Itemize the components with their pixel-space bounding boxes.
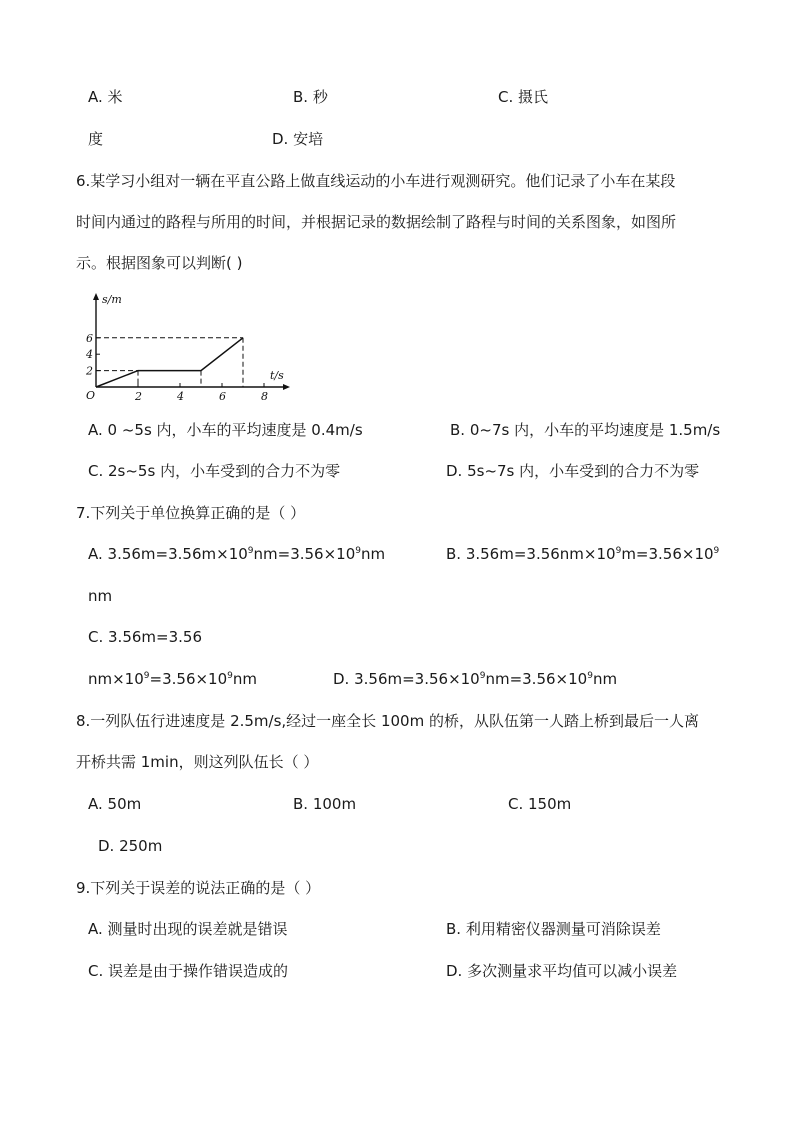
q9-stem: 9.下列关于误差的说法正确的是（ ） [76, 879, 321, 897]
q7-option-a [88, 544, 385, 564]
q6-stem-line-2: 时间内通过的路程与所用的时间，并根据记录的数据绘制了路程与时间的关系图象，如图所 [76, 213, 677, 231]
q6-option-c: C. 2s~5s 内，小车受到的合力不为零 [88, 462, 341, 480]
q7-option-c-line2 [88, 669, 257, 689]
q7-a-exp1: 9 [247, 546, 254, 556]
q6-stem-line-3: 示。根据图象可以判断( ) [76, 254, 243, 272]
q5-option-d: D. 安培 [272, 130, 324, 148]
origin-label: O [86, 389, 96, 402]
q6-option-a: A. 0 ~5s 内，小车的平均速度是 0.4m/s [88, 421, 363, 439]
series-line [96, 338, 243, 387]
q7-b-part1: B. 3.56m=3.56nm×10 [446, 545, 616, 563]
q9-option-b: B. 利用精密仪器测量可消除误差 [446, 920, 661, 938]
q6-stem-line-1: 6.某学习小组对一辆在平直公路上做直线运动的小车进行观测研究。他们记录了小车在某段 [76, 172, 676, 190]
q8-option-d: D. 250m [98, 837, 163, 855]
q7-b-exp2: 9 [713, 546, 720, 556]
q7-b-exp1: 9 [615, 546, 622, 556]
y-tick-label-2: 2 [86, 364, 93, 378]
q5-option-a: A. 米 [88, 88, 123, 106]
x-axis-label: t/s [270, 369, 284, 382]
x-tick-label-8: 8 [261, 390, 268, 403]
x-tick-label-2: 2 [135, 390, 142, 403]
q6-option-b: B. 0~7s 内，小车的平均速度是 1.5m/s [450, 421, 721, 439]
x-axis-arrow [283, 384, 290, 390]
q7-d-part3: nm [592, 670, 618, 688]
y-tick-label-6: 6 [86, 331, 93, 345]
q9-option-c: C. 误差是由于操作错误造成的 [88, 962, 289, 980]
q7-a-part2: nm=3.56×10 [253, 545, 356, 563]
q8-stem-line-1: 8.一列队伍行进速度是 2.5m/s,经过一座全长 100m 的桥，从队伍第一人踏上桥到最后一人离 [76, 712, 699, 730]
graph-axes [93, 293, 290, 390]
q7-d-exp2: 9 [587, 671, 593, 681]
q5-option-c-wrap: 度 [88, 130, 104, 148]
x-tick-label-6: 6 [219, 390, 226, 403]
q7-c-exp2: 9 [227, 671, 233, 681]
q7-a-part1: A. 3.56m=3.56m×10 [88, 545, 248, 563]
q7-b-part2: m=3.56×10 [621, 545, 714, 563]
y-axis-label: s/m [102, 293, 122, 306]
graph-guides [96, 338, 243, 387]
y-tick-label-4: 4 [86, 348, 93, 362]
q7-a-exp2: 9 [355, 546, 361, 556]
q8-option-a: A. 50m [88, 795, 142, 813]
q7-c-exp1: 9 [143, 671, 150, 681]
q7-c-part3: nm [232, 670, 257, 688]
q8-option-b: B. 100m [293, 795, 357, 813]
q9-option-d: D. 多次测量求平均值可以减小误差 [446, 962, 678, 980]
q7-stem: 7.下列关于单位换算正确的是（ ） [76, 504, 306, 522]
q7-a-part3: nm [361, 545, 386, 563]
q8-option-c: C. 150m [508, 795, 572, 813]
distance-time-graph [84, 291, 294, 403]
q8-stem-line-2: 开桥共需 1min，则这列队伍长（ ） [76, 753, 319, 771]
q7-option-c-line1: C. 3.56m=3.56 [88, 628, 202, 646]
q7-d-part2: nm=3.56×10 [485, 670, 588, 688]
q7-c-part1: nm×10 [88, 670, 144, 688]
q7-d-exp1: 9 [479, 671, 486, 681]
q7-option-d [333, 669, 617, 689]
y-axis-arrow [93, 293, 99, 300]
q7-option-b [446, 544, 719, 564]
q7-c-part2: =3.56×10 [149, 670, 228, 688]
q5-option-c: C. 摄氏 [498, 88, 549, 106]
q7-option-b-wrap: nm [88, 587, 113, 605]
graph-ticks [85, 332, 268, 403]
q5-option-b: B. 秒 [293, 88, 328, 106]
q6-option-d: D. 5s~7s 内，小车受到的合力不为零 [446, 462, 700, 480]
x-tick-label-4: 4 [177, 390, 184, 403]
q7-d-part1: D. 3.56m=3.56×10 [333, 670, 480, 688]
q9-option-a: A. 测量时出现的误差就是错误 [88, 920, 288, 938]
